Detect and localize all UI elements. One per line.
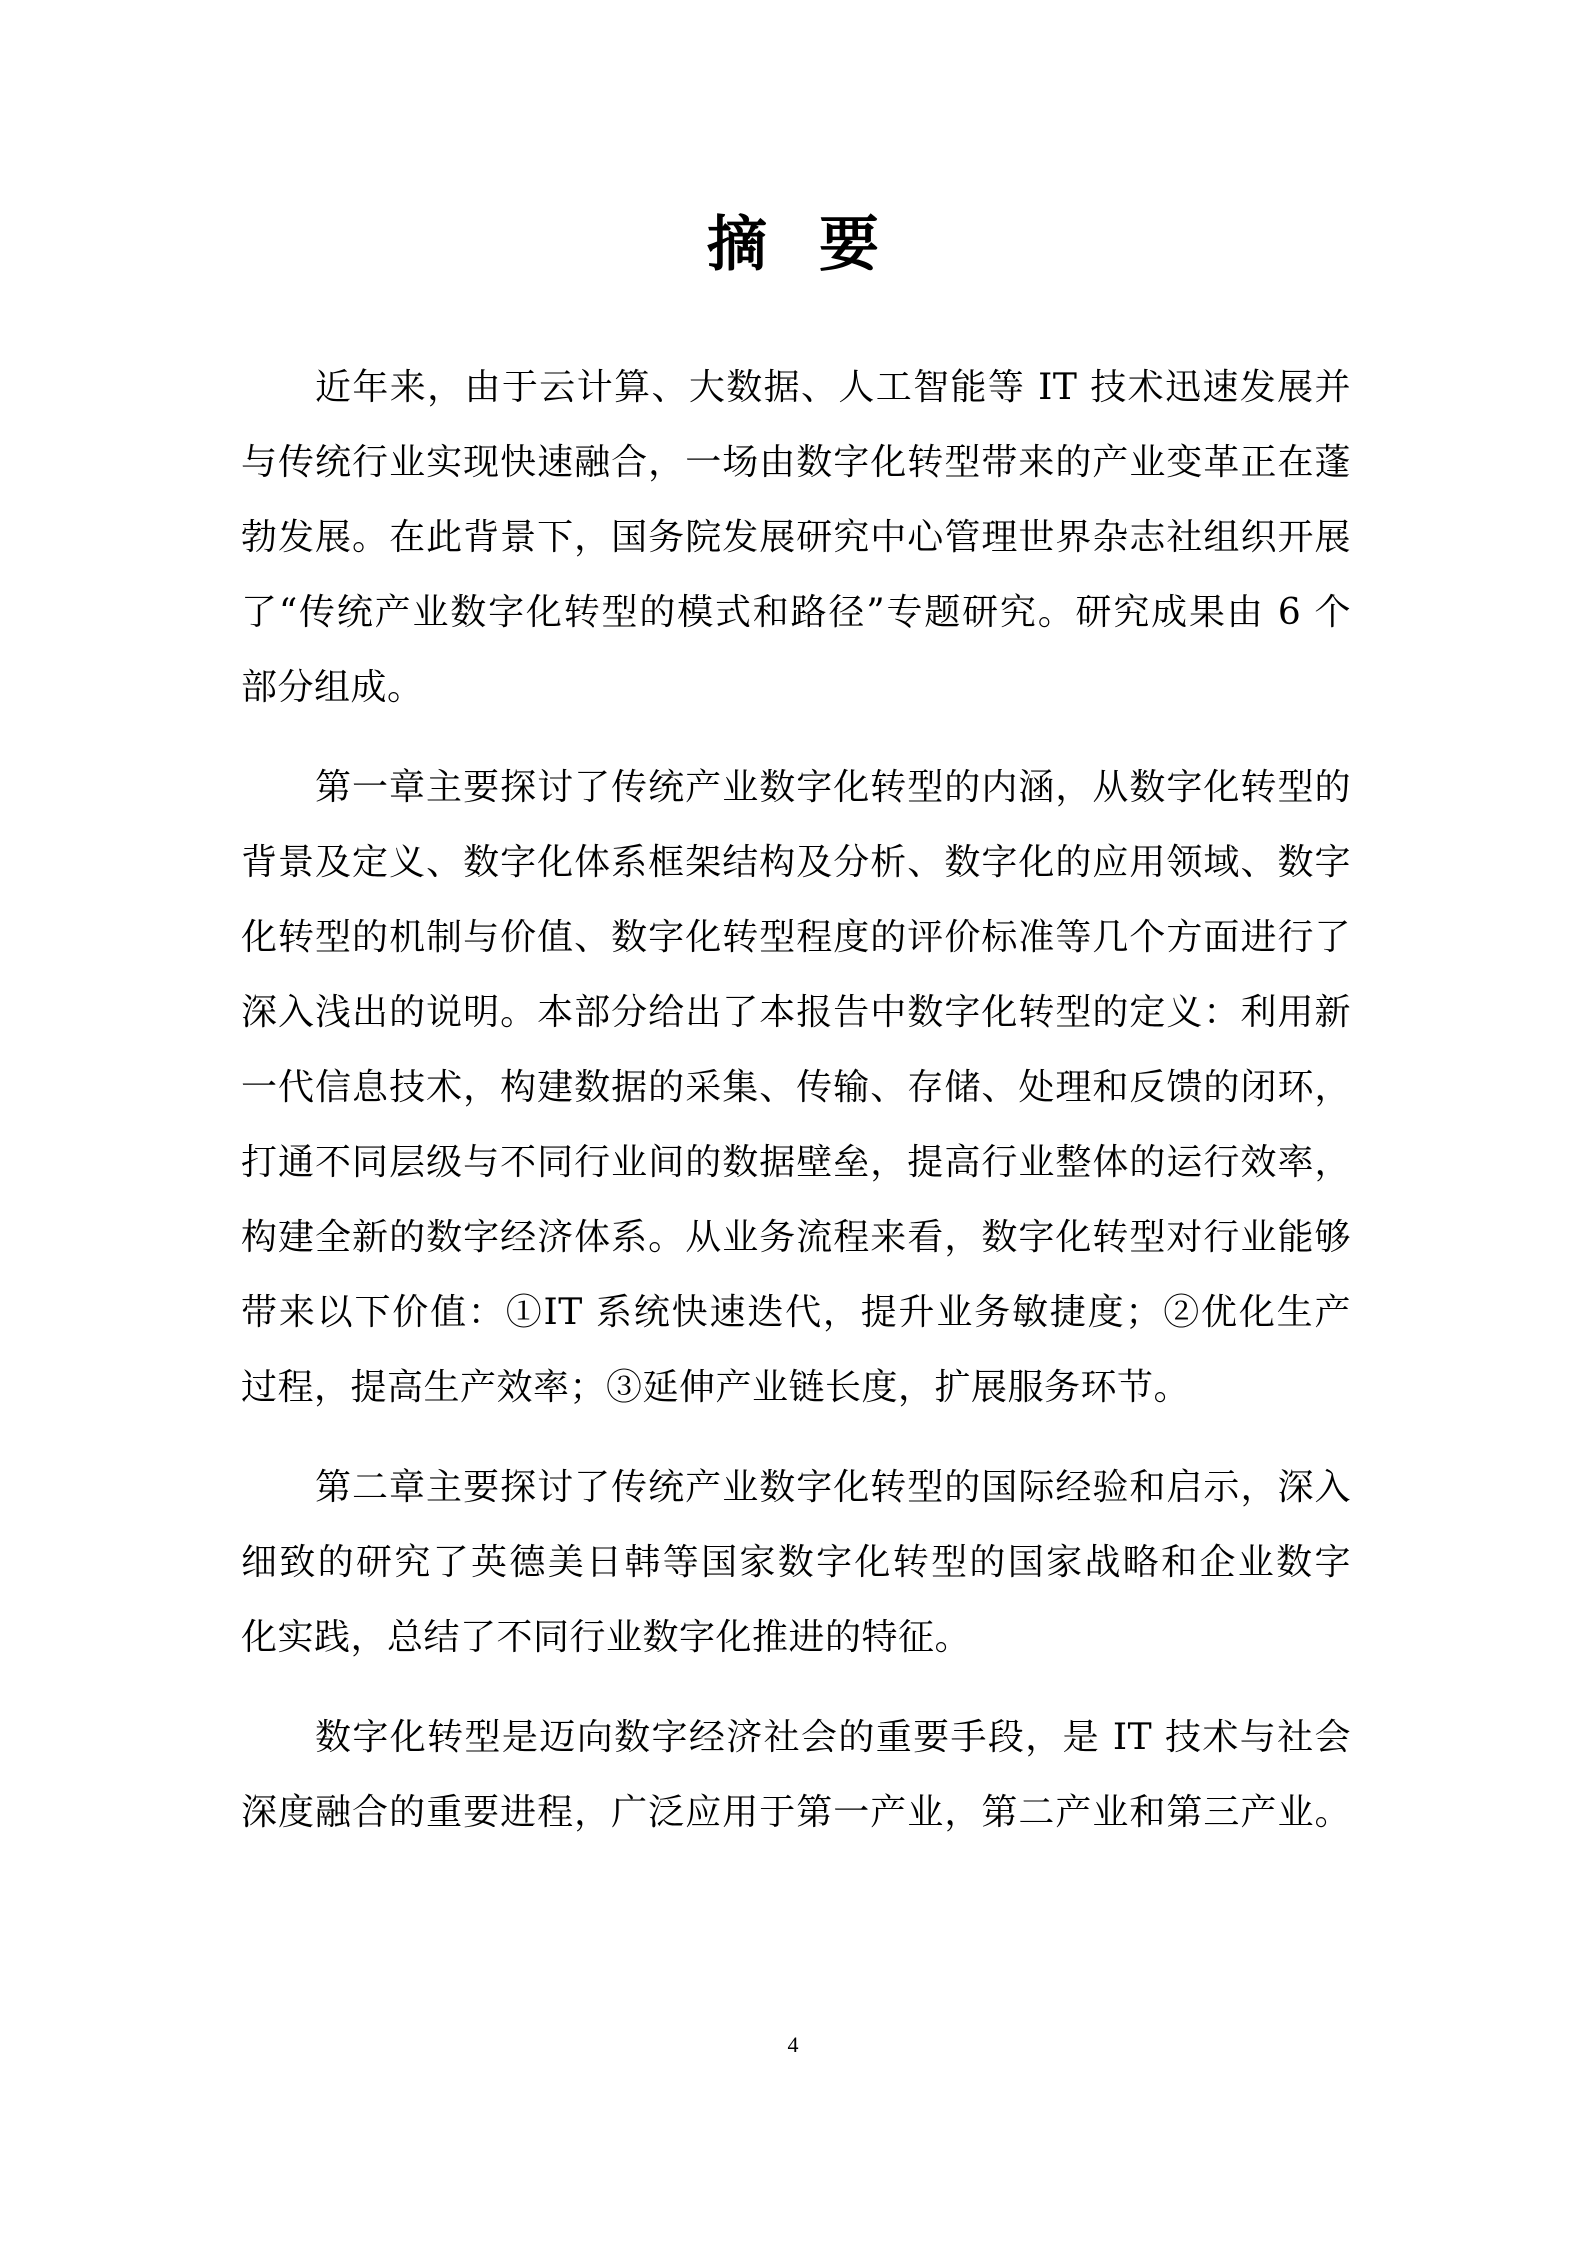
page-title: 摘要 [707,210,931,280]
abstract-body [241,350,1351,1875]
text-line: 带来以下价值：①IT 系统快速迭代，提升业务敏捷度；②优化生产 [241,1292,1351,1333]
text-line: 第一章主要探讨了传统产业数字化转型的内涵，从数字化转型的 [315,767,1351,808]
text-line: 数字化转型是迈向数字经济社会的重要手段，是 IT 技术与社会 [315,1717,1351,1758]
paragraph-chapter-2 [241,1450,1351,1675]
text-line: 部分组成。 [241,667,424,708]
text-line: 深入浅出的说明。本部分给出了本报告中数字化转型的定义：利用新 [241,992,1351,1033]
text-line: 了“传统产业数字化转型的模式和路径”专题研究。研究成果由 6 个 [241,592,1351,633]
paragraph-chapter-1 [241,750,1351,1425]
text-line: 细致的研究了英德美日韩等国家数字化转型的国家战略和企业数字 [241,1542,1351,1583]
text-line: 勃发展。在此背景下，国务院发展研究中心管理世界杂志社组织开展 [241,517,1351,558]
text-line: 一代信息技术，构建数据的采集、传输、存储、处理和反馈的闭环， [241,1067,1351,1108]
text-line: 第二章主要探讨了传统产业数字化转型的国际经验和启示，深入 [315,1467,1351,1508]
text-line: 近年来，由于云计算、大数据、人工智能等 IT 技术迅速发展并 [315,367,1351,408]
text-line: 化转型的机制与价值、数字化转型程度的评价标准等几个方面进行了 [241,917,1351,958]
paragraph-intro [241,350,1351,725]
text-line: 化实践，总结了不同行业数字化推进的特征。 [241,1617,972,1658]
paragraph-digital-transformation [241,1700,1351,1850]
text-line: 与传统行业实现快速融合，一场由数字化转型带来的产业变革正在蓬 [241,442,1351,483]
page-number: 4 [787,2032,799,2057]
text-line: 背景及定义、数字化体系框架结构及分析、数字化的应用领域、数字 [241,842,1351,883]
text-line: 构建全新的数字经济体系。从业务流程来看，数字化转型对行业能够 [241,1217,1351,1258]
text-line: 深度融合的重要进程，广泛应用于第一产业，第二产业和第三产业。 [241,1792,1351,1833]
text-line: 过程，提高生产效率；③延伸产业链长度，扩展服务环节。 [241,1367,1191,1408]
text-line: 打通不同层级与不同行业间的数据壁垒，提高行业整体的运行效率， [241,1142,1351,1183]
